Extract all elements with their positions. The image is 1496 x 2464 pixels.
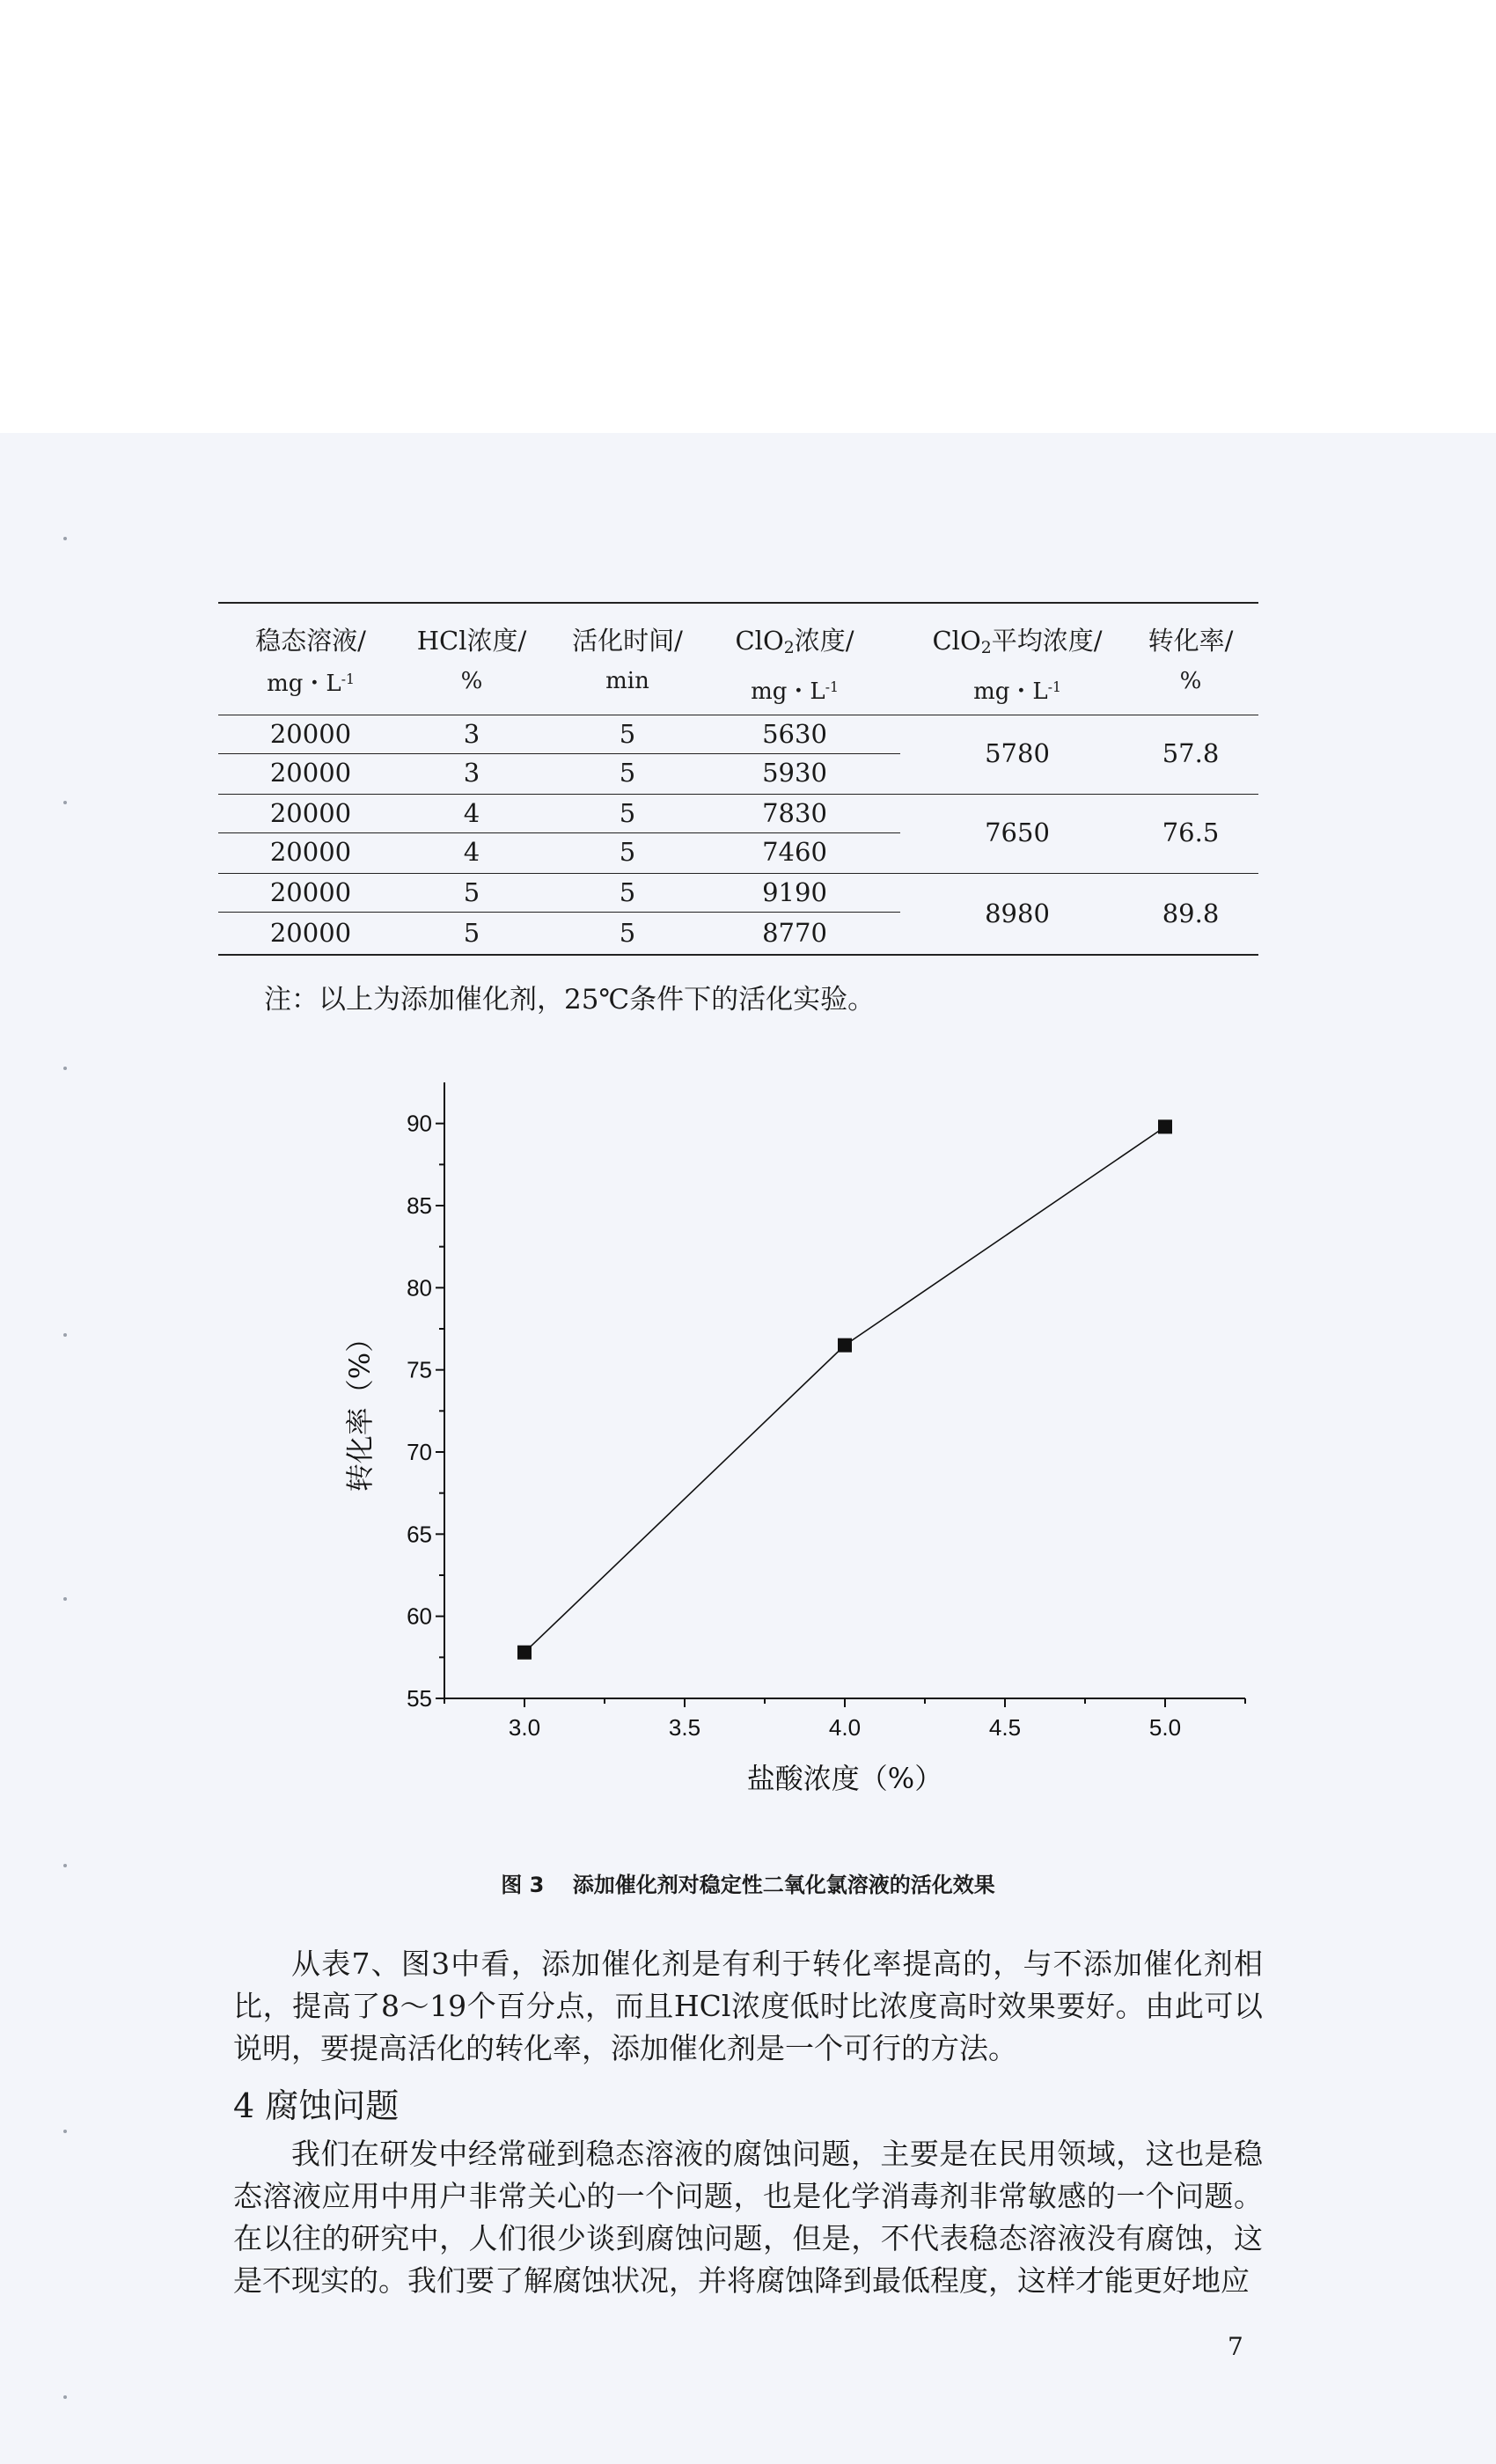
paragraph-2 bbox=[233, 2133, 1263, 2302]
data-point-marker bbox=[838, 1338, 852, 1353]
table-cell: 5 bbox=[463, 918, 480, 948]
table-cell-rate: 57.8 bbox=[1162, 738, 1220, 768]
scan-mark bbox=[63, 1067, 67, 1070]
table-cell-rate: 89.8 bbox=[1162, 898, 1220, 928]
header-rate: 转化率/ % bbox=[1148, 626, 1234, 694]
table-cell: 3 bbox=[463, 758, 480, 788]
table-cell: 7460 bbox=[762, 837, 827, 867]
table-top-rule bbox=[218, 602, 1258, 604]
section-heading: 4 腐蚀问题 bbox=[233, 2086, 400, 2125]
header-clo2-conc: ClO$_2$浓度/ mg・$L^{-1}$ bbox=[735, 626, 854, 705]
table-cell: 20000 bbox=[269, 758, 352, 788]
figure-caption: 图 3 添加催化剂对稳定性二氧化氯溶液的活化效果 bbox=[501, 1873, 995, 1897]
conversion-rate-chart bbox=[334, 1082, 1267, 1804]
x-tick-label: 4.0 bbox=[828, 1714, 862, 1741]
table-cell: 5 bbox=[619, 798, 636, 828]
header-time: 活化时间/ min bbox=[572, 626, 683, 694]
table-cell-avg: 8980 bbox=[985, 898, 1050, 928]
paragraph-1-text: 从表7、图3中看，添加催化剂是有利于转化率提高的，与不添加催化剂相比，提高了8～19个百分点，而且HCl浓度低时比浓度高时效果要好。由此可以说明，要提高活化的转化率，添加催化剂是一个可行的方法。 bbox=[233, 1947, 1263, 2065]
scan-mark bbox=[63, 1333, 67, 1337]
row-rule bbox=[218, 832, 900, 833]
table-cell: 5 bbox=[619, 758, 636, 788]
table-cell-avg: 5780 bbox=[985, 738, 1050, 768]
y-tick-label: 55 bbox=[407, 1685, 432, 1712]
table-cell-rate: 76.5 bbox=[1162, 818, 1220, 847]
scan-mark bbox=[63, 2130, 67, 2133]
table-cell: 20000 bbox=[269, 719, 352, 749]
table-cell: 5 bbox=[619, 918, 636, 948]
table-cell: 7830 bbox=[762, 798, 827, 828]
table-cell: 5930 bbox=[762, 758, 827, 788]
table-cell-avg: 7650 bbox=[985, 818, 1050, 847]
y-tick-label: 85 bbox=[407, 1192, 432, 1219]
scan-mark bbox=[63, 1597, 67, 1601]
y-tick-label: 75 bbox=[407, 1356, 432, 1383]
y-tick-label: 65 bbox=[407, 1521, 432, 1548]
table-cell: 3 bbox=[463, 719, 480, 749]
series-line bbox=[524, 1126, 1165, 1652]
table-cell: 4 bbox=[463, 798, 480, 828]
table-cell: 5 bbox=[619, 837, 636, 867]
x-axis-label: 盐酸浓度（%） bbox=[746, 1762, 943, 1795]
x-tick-label: 4.5 bbox=[988, 1714, 1022, 1741]
paragraph-1 bbox=[233, 1943, 1263, 2070]
x-tick-label: 5.0 bbox=[1148, 1714, 1182, 1741]
table-cell: 20000 bbox=[269, 918, 352, 948]
table-cell: 8770 bbox=[762, 918, 827, 948]
row-rule bbox=[218, 753, 900, 754]
data-point-marker bbox=[517, 1646, 532, 1660]
group-rule bbox=[218, 873, 1258, 874]
y-tick-label: 60 bbox=[407, 1602, 432, 1630]
scan-mark bbox=[63, 2395, 67, 2399]
scan-mark bbox=[63, 537, 67, 540]
table-cell: 20000 bbox=[269, 877, 352, 907]
table-note: 注：以上为添加催化剂，25℃条件下的活化实验。 bbox=[264, 984, 876, 1016]
data-point-marker bbox=[1158, 1119, 1172, 1133]
header-clo2-avg: ClO$_2$平均浓度/ mg・$L^{-1}$ bbox=[932, 626, 1103, 705]
y-tick-label: 80 bbox=[407, 1274, 432, 1302]
table-cell: 9190 bbox=[762, 877, 827, 907]
header-solution: 稳态溶液/ mg・$L^{-1}$ bbox=[255, 626, 366, 697]
table-bottom-rule bbox=[218, 954, 1258, 956]
x-tick-label: 3.5 bbox=[668, 1714, 701, 1741]
row-rule bbox=[218, 912, 900, 913]
y-tick-label: 70 bbox=[407, 1439, 432, 1465]
header-hcl: HCl浓度/ % bbox=[416, 626, 527, 694]
scan-mark bbox=[63, 801, 67, 804]
y-tick-label: 90 bbox=[407, 1110, 432, 1137]
table-cell: 5 bbox=[619, 877, 636, 907]
table-cell: 5 bbox=[463, 877, 480, 907]
paragraph-2-text: 我们在研发中经常碰到稳态溶液的腐蚀问题，主要是在民用领域，这也是稳态溶液应用中用户非常关心的一个问题，也是化学消毒剂非常敏感的一个问题。在以往的研究中，人们很少谈到腐蚀问题，但是，不代表稳态溶液没有腐蚀，这是不现实的。我们要了解腐蚀状况，并将腐蚀降到最低程度，这样才能更好地应 bbox=[233, 2137, 1263, 2298]
y-axis-label: 转化率（%） bbox=[343, 1324, 377, 1492]
table-cell: 4 bbox=[463, 837, 480, 867]
table-cell: 5 bbox=[619, 719, 636, 749]
page-number: 7 bbox=[1228, 2332, 1243, 2361]
table-cell: 20000 bbox=[269, 837, 352, 867]
table-cell: 20000 bbox=[269, 798, 352, 828]
x-tick-label: 3.0 bbox=[508, 1714, 541, 1741]
group-rule bbox=[218, 794, 1258, 795]
table-cell: 5630 bbox=[762, 719, 827, 749]
